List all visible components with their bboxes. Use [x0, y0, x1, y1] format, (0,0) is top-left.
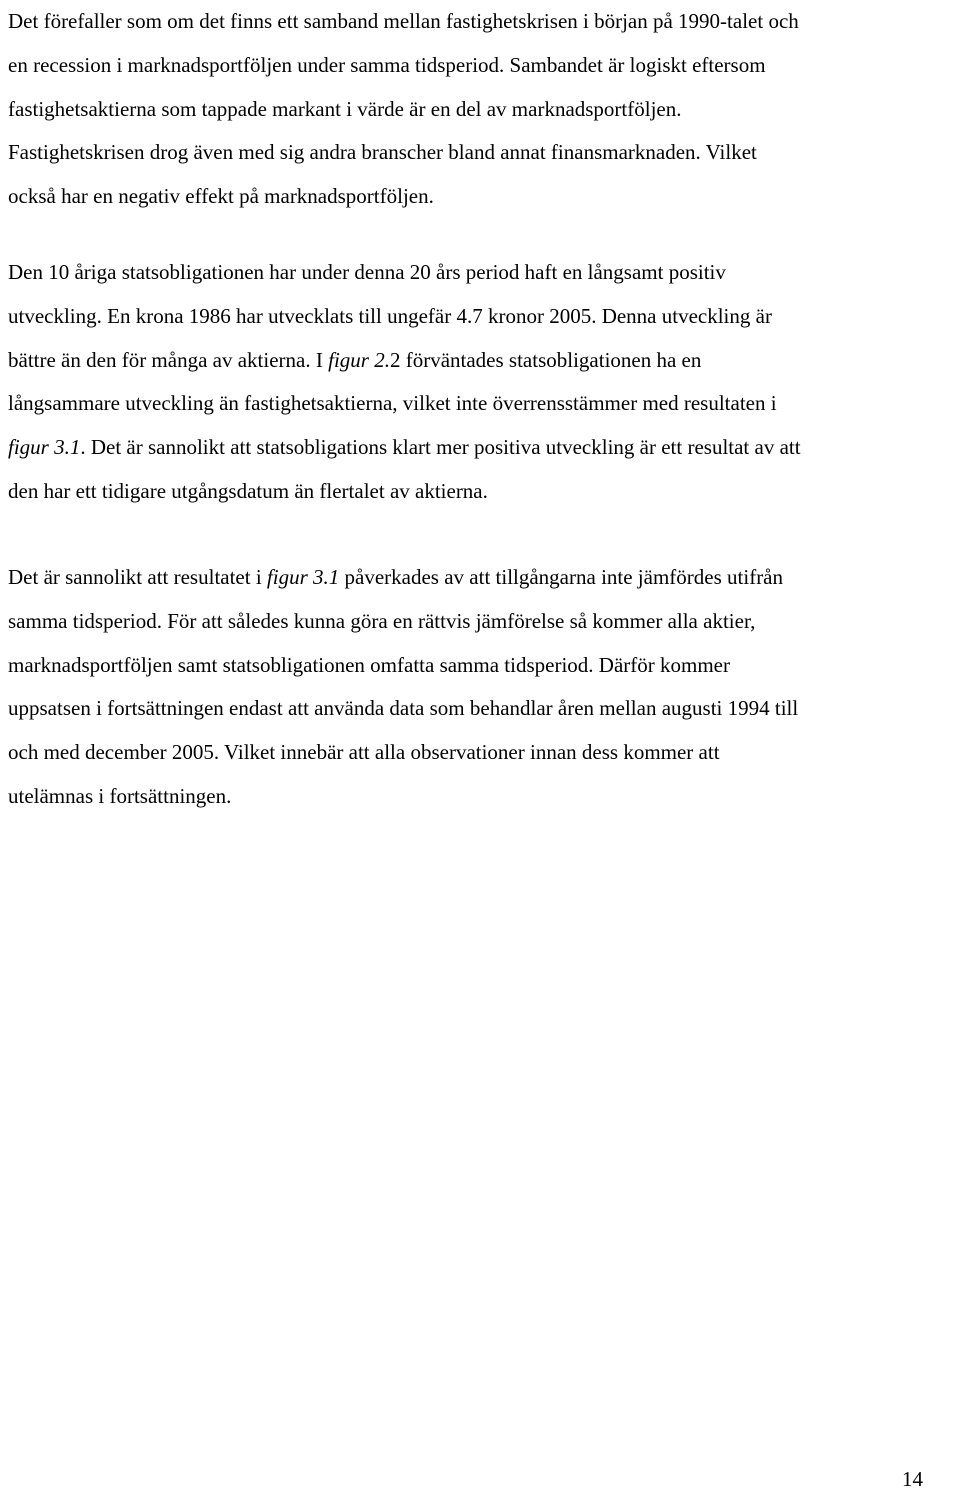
- paragraph-1: [8, 0, 960, 219]
- text-line: långsammare utveckling än fastighetsaktierna, vilket inte överrensstämmer med resultaten i: [8, 391, 777, 416]
- text-line: Det är sannolikt att resultatet i figur 3.1 påverkades av att tillgångarna inte jämfördes utifrån: [8, 565, 784, 589]
- text-line: bättre än den för många av aktierna. I figur 2.2 förväntades statsobligationen ha en: [8, 347, 702, 372]
- text-line: utveckling. En krona 1986 har utvecklats till ungefär 4.7 kronor 2005. Denna utveckling är: [8, 303, 772, 328]
- figure-reference: figur 3.1: [8, 435, 81, 460]
- text-line: den har ett tidigare utgångsdatum än flertalet av aktierna.: [8, 478, 488, 503]
- text-line: marknadsportföljen samt statsobligationen omfatta samma tidsperiod. Därför kommer: [8, 652, 730, 677]
- text-line: utelämnas i fortsättningen.: [8, 783, 232, 808]
- paragraph-3: [8, 556, 960, 819]
- text-line: en recession i marknadsportföljen under samma tidsperiod. Sambandet är logiskt eftersom: [8, 52, 766, 77]
- text-line: uppsatsen i fortsättningen endast att använda data som behandlar åren mellan augusti 1994 till: [8, 696, 799, 721]
- page-number: 14: [902, 1467, 923, 1491]
- text-line: samma tidsperiod. För att således kunna göra en rättvis jämförelse så kommer alla aktier,: [8, 608, 756, 633]
- text-line: figur 3.1. Det är sannolikt att statsobligations klart mer positiva utveckling är ett resultat av att: [8, 435, 801, 460]
- text-line: Fastighetskrisen drog även med sig andra branscher bland annat finansmarknaden. Vilket: [8, 140, 757, 165]
- text-line: och med december 2005. Vilket innebär att alla observationer innan dess kommer att: [8, 740, 720, 765]
- figure-reference: figur 2.: [328, 347, 390, 372]
- text-line: Det förefaller som om det finns ett samband mellan fastighetskrisen i början på 1990-talet och: [8, 9, 799, 33]
- paragraph-2: [8, 251, 960, 514]
- text-line: fastighetsaktierna som tappade markant i värde är en del av marknadsportföljen.: [8, 96, 682, 121]
- text-line: Den 10 åriga statsobligationen har under denna 20 års period haft en långsamt positiv: [8, 260, 726, 284]
- figure-reference: figur 3.1: [266, 565, 340, 589]
- text-line: också har en negativ effekt på marknadsportföljen.: [8, 184, 434, 209]
